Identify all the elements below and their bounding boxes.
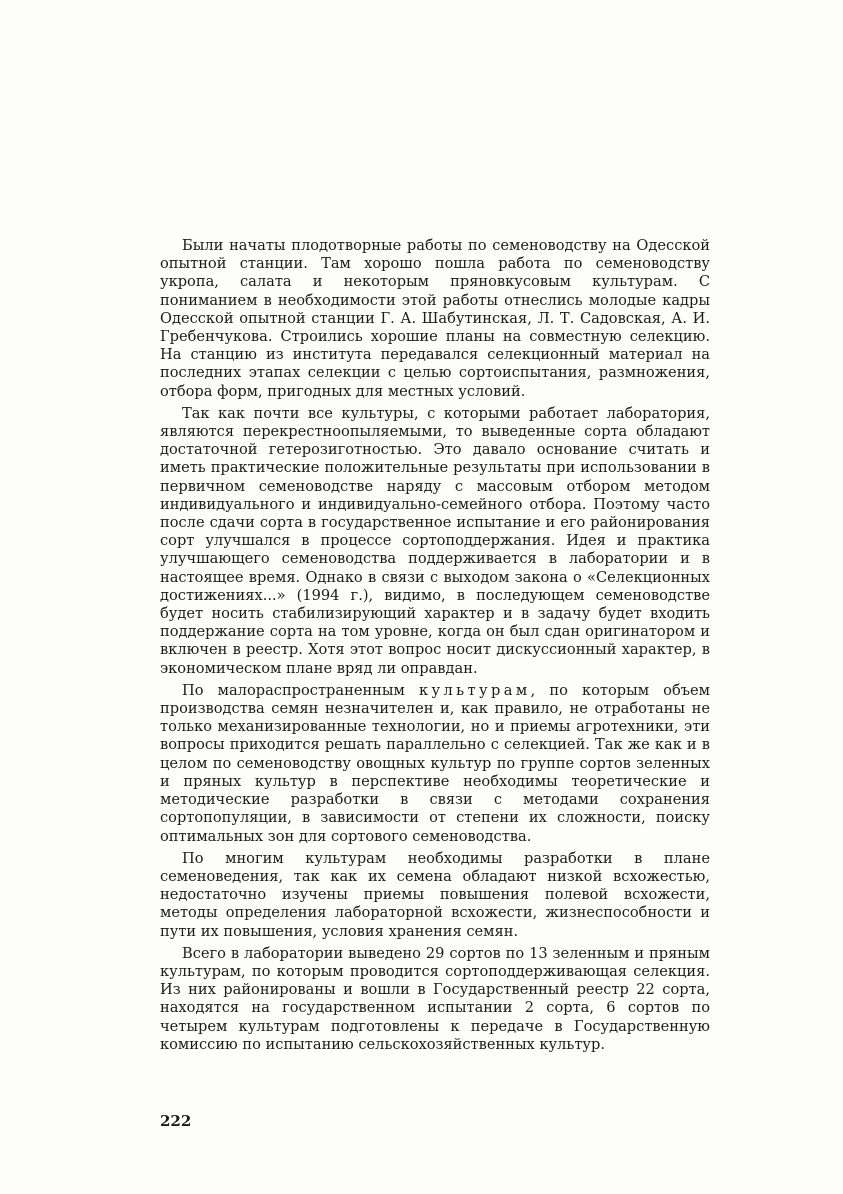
body-text xyxy=(160,237,710,1058)
spaced-emphasis-word: культурам xyxy=(419,681,531,699)
paragraph-minor-crops xyxy=(160,682,710,846)
paragraph-cross-pollination: Так как почти все культуры, с которыми работает лаборатория, являются перекрестноопыляемыми, то выведенные сорта обладают достаточной гетерозиготностью. Это давало основание считать и иметь практические положительные результаты при использовании в первичном семеноводстве наряду с массовым отбором методом индивидуального и индивидуально-семейного отбора. Поэтому часто после сдачи сорта в государственное испытание и его районирования сорт улучшался в процессе сортоподдержания. Идея и практика улучшающего семеноводства поддерживается в лаборатории и в настоящее время. Однако в связи с выходом закона о «Селекционных достижениях...» (1994 г.), видимо, в последующем семеноводстве будет носить стабилизирующий характер и в задачу будет входить поддержание сорта на том уровне, когда он был сдан оригинатором и включен в реестр. Хотя этот вопрос носит дискуссионный характер, в экономическом плане вряд ли оправдан. xyxy=(160,404,710,677)
paragraph-seed-science: По многим культурам необходимы разработки в плане семеноведения, так как их семена обладают низкой всхожестью, недостаточно изучены приемы повышения полевой всхожести, методы определения лабораторной всхожести, жизнеспособности и пути их повышения, условия хранения семян. xyxy=(160,849,710,940)
paragraph-minor-crops-rest: , по которым объем производства семян незначителен и, как правило, не отработаны не только механизированные технологии, но и приемы агротехники, эти вопросы приходится решать параллельно с селекцией. Так же как и в целом по семеноводству овощных культур по группе сортов зеленных и пряных культур в перспективе необходимы теоретические и методические разработки в связи с методами сохранения сортопопуляции, в зависимости от степени их сложности, поиску оптимальных зон для сортового семеноводства. xyxy=(160,681,710,845)
paragraph-varieties-summary: Всего в лаборатории выведено 29 сортов по 13 зеленным и пряным культурам, по которым проводится сортоподдерживающая селекция. Из них районированы и вошли в Государственный реестр 22 сорта, находятся на государственном испытании 2 сорта, 6 сортов по четырем культурам подготовлены к передаче в Государственную комиссию по испытанию сельскохозяйственных культур. xyxy=(160,944,710,1053)
page-number: 222 xyxy=(160,1112,192,1130)
paragraph-odessa-station: Были начаты плодотворные работы по семеноводству на Одесской опытной станции. Там хорошо пошла работа по семеноводству укропа, салата и некоторым пряновкусовым культурам. С пониманием в необходимости этой работы отнеслись молодые кадры Одесской опытной станции Г. А. Шабутинская, Л. Т. Садовская, А. И. Гребенчукова. Строились хорошие планы на совместную селекцию. На станцию из института передавался селекционный материал на последних этапах селекции с целью сортоиспытания, размножения, отбора форм, пригодных для местных условий. xyxy=(160,237,710,400)
paragraph-minor-crops-lead: По малораспространенным xyxy=(182,681,419,699)
